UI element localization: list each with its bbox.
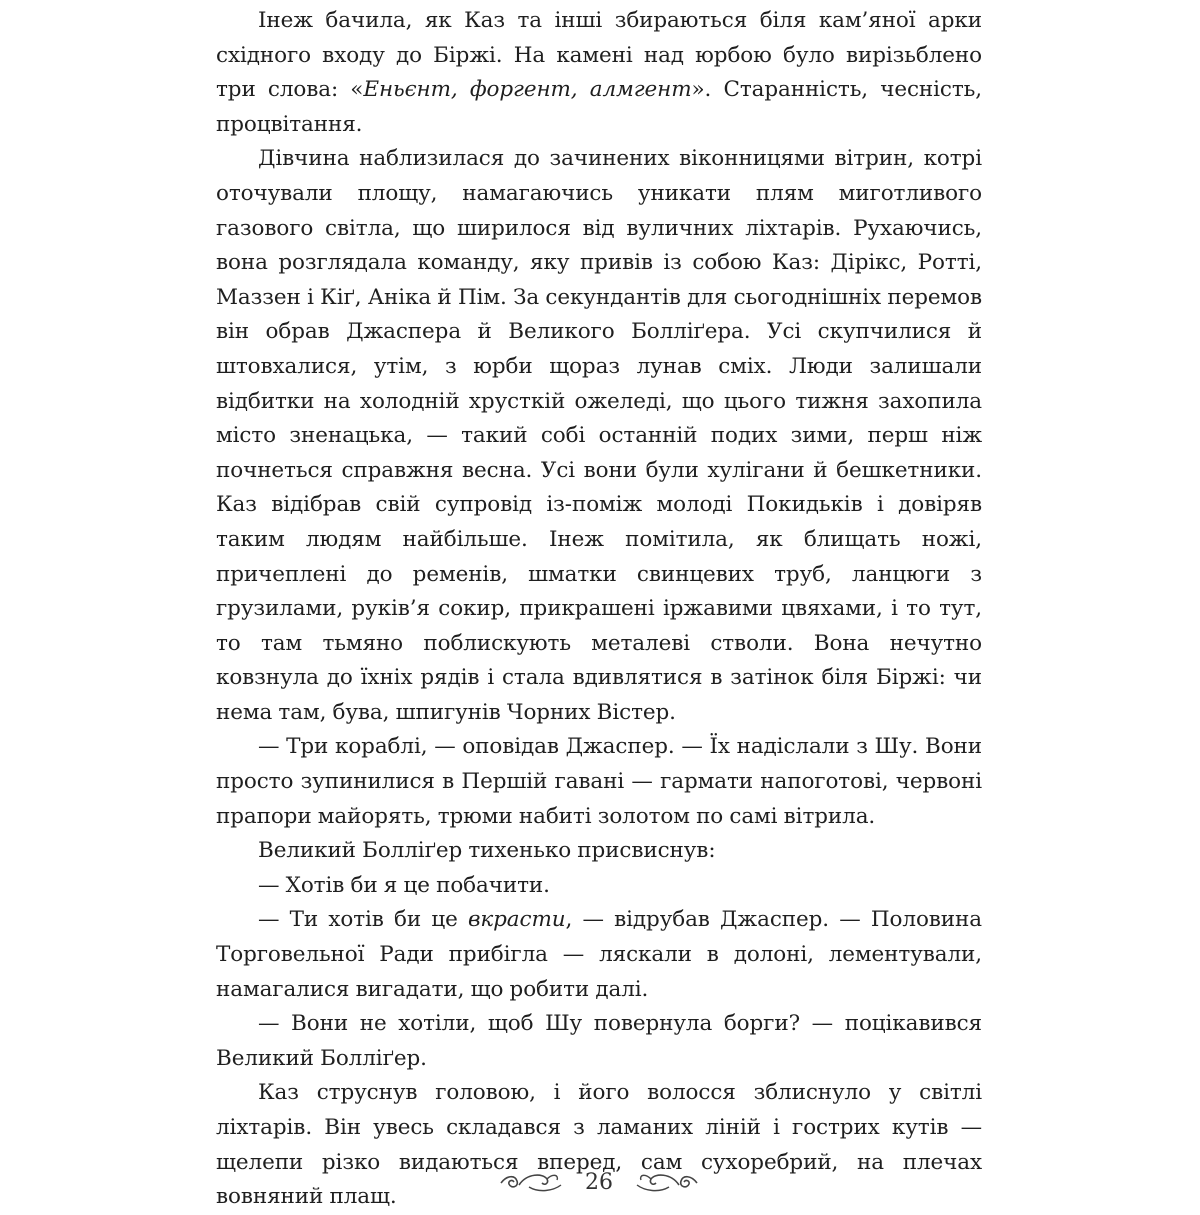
paragraph-7: — Вони не хотіли, щоб Шу повернула борги? — поцікавився Великий Болліґер. [216, 1011, 982, 1071]
paragraph-6: — Ти хотів би це вкрасти, — відрубав Джаспер. — Половина Торговельної Ради прибігла — ляскали в долоні, лементували, намагалися вигадати, що робити далі. [216, 907, 982, 1002]
paragraph-1: Інеж бачила, як Каз та інші збираються біля кам’яної арки східного входу до Біржі. На камені над юрбою було вирізьблено три слова: «Еньєнт, форгент, алмгент». Старанність, чесність, процвітання. [216, 8, 982, 137]
paragraph-5: — Хотів би я це побачити. [258, 872, 550, 898]
left-flourish-icon [499, 1169, 565, 1195]
right-flourish-icon [633, 1169, 699, 1195]
paragraph-8: Каз струснув головою, і його волосся зблиснуло у світлі ліхтарів. Він увесь складався з ламаних ліній і гострих кутів — щелепи різко видаються вперед, сам сухоребрий, на плечах вовняний плащ. [216, 1080, 982, 1210]
page-number: 26 [585, 1169, 613, 1195]
paragraph-3: — Три кораблі, — оповідав Джаспер. — Їх надіслали з Шу. Вони просто зупинилися в Першій гавані — гармати напоготові, червоні прапори майорять, трюми набиті золотом по самі вітрила. [216, 734, 982, 829]
book-page [216, 0, 982, 1210]
paragraph-2: Дівчина наблизилася до зачинених віконницями вітрин, котрі оточували площу, намагаючись уникати плям миготливого газового світла, що ширилося від вуличних ліхтарів. Рухаючись, вона розглядала команду, яку привів із собою Каз: Дірікс, Роттi, Маззен і Кіґ, Аніка й Пім. За секундантів для сьогоднішніх перемов він обрав Джаспера й Великого Болліґера. Усі скупчилися й штовхалися, утім, з юрби щораз лунав сміх. Люди залишали відбитки на холодній хрусткій ожеледі, що цього тижня захопила місто зненацька, — такий собі останній подих зими, перш ніж почнеться справжня весна. Усі вони були хулігани й бешкетники. Каз відібрав свій супровід із-поміж молоді Покидьків і довіряв таким людям найбільше. Інеж помітила, як блищать ножі, причеплені до ременів, шматки свинцевих труб, ланцюги з грузилами, руків’я сокир, прикрашені іржавими цвяхами, і то тут, то там тьмяно поблискують металеві стволи. Вона нечутно ковзнула до їхніх рядів і стала вдивлятися в затінок біля Біржі: чи нема там, бува, шпигунів Чорних Вістер. [216, 146, 982, 725]
page-footer [216, 1164, 982, 1200]
page-body [216, 4, 982, 1215]
paragraph-4: Великий Болліґер тихенько присвиснув: [258, 838, 716, 864]
